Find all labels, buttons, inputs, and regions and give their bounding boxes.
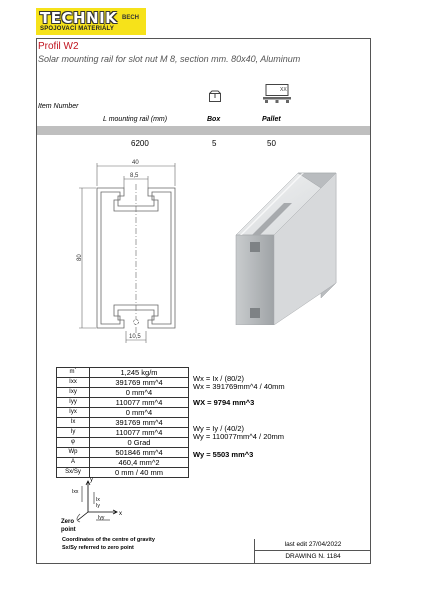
property-key: Ixy — [57, 388, 90, 398]
property-value: 460,4 mm^2 — [90, 458, 189, 468]
table-row — [57, 458, 189, 468]
box-icon — [208, 90, 222, 103]
length-value: 6200 — [131, 139, 149, 148]
page-subtitle: Solar mounting rail for slot nut M 8, section mm. 80x40, Aluminum — [38, 54, 301, 64]
page-title: Profil W2 — [38, 41, 79, 52]
profile-3d-image — [226, 165, 344, 325]
properties-table — [56, 367, 189, 478]
property-value: 501846 mm^4 — [90, 448, 189, 458]
dim-width: 40 — [132, 160, 139, 166]
table-row — [57, 418, 189, 428]
table-row — [57, 368, 189, 378]
company-logo — [36, 8, 146, 35]
property-value: 0 Grad — [90, 438, 189, 448]
property-value: 391769 mm^4 — [90, 378, 189, 388]
note-centre-of-gravity: Coordinates of the centre of gravity — [62, 537, 155, 543]
dim-height: 80 — [77, 254, 83, 261]
drawing-number: DRAWING N. 1184 — [285, 553, 341, 560]
wx-result: WX = 9794 mm^3 — [193, 398, 255, 407]
wx-formula-2: Wx = 391769mm^4 / 40mm — [193, 382, 285, 391]
axis-y-label: y — [90, 477, 93, 483]
label-iyy: Iyy — [98, 515, 105, 521]
pallet-label: Pallet — [262, 116, 281, 123]
axis-x-label: x — [119, 511, 122, 517]
property-value: 110077 mm^4 — [90, 428, 189, 438]
pallet-icon-text: XX — [280, 87, 287, 93]
table-row — [57, 428, 189, 438]
logo-tagline: SPOJOVACÍ MATERIÁLY — [40, 26, 115, 32]
table-row — [57, 388, 189, 398]
label-ix: Ix — [96, 497, 100, 503]
property-key: Iyx — [57, 408, 90, 418]
property-value: 0 mm / 40 mm — [90, 468, 189, 478]
property-value: 0 mm^4 — [90, 408, 189, 418]
footer-box — [254, 539, 371, 563]
length-label: L mounting rail (mm) — [103, 116, 168, 123]
box-value: 5 — [212, 139, 217, 148]
dim-bottom: 10,5 — [129, 334, 141, 340]
dim-slot: 8,5 — [130, 173, 139, 179]
logo-brand: TECHNIK — [40, 9, 118, 27]
pallet-value: 50 — [267, 139, 276, 148]
cross-section-drawing — [74, 156, 184, 346]
table-row — [57, 448, 189, 458]
point-label: point — [61, 527, 76, 533]
note-zero-point: Sx/Sy referred to zero point — [62, 545, 134, 551]
property-key: φ — [57, 438, 90, 448]
wy-result: Wy = 5503 mm^3 — [193, 450, 254, 459]
box-label: Box — [207, 116, 221, 123]
label-iy: Iy — [96, 503, 100, 509]
property-value: 110077 mm^4 — [90, 398, 189, 408]
logo-tiny: BECH — [122, 15, 140, 21]
property-key: Ixx — [57, 378, 90, 388]
header-bar — [37, 126, 370, 135]
property-key: Iyy — [57, 398, 90, 408]
property-value: 0 mm^4 — [90, 388, 189, 398]
item-number-label: Item Number — [38, 103, 79, 110]
last-edit: last edit 27/04/2022 — [255, 539, 371, 551]
table-row — [57, 378, 189, 388]
wx-formula-1: Wx = Ix / (80/2) — [193, 374, 245, 383]
property-key: A — [57, 458, 90, 468]
pallet-icon — [262, 83, 292, 105]
wy-formula-2: Wy = 110077mm^4 / 20mm — [193, 432, 285, 441]
zero-label: Zero — [61, 519, 75, 525]
table-row — [57, 398, 189, 408]
property-key: Iy — [57, 428, 90, 438]
property-value: 391769 mm^4 — [90, 418, 189, 428]
label-ixx: Ixx — [72, 489, 79, 495]
property-key: m` — [57, 368, 90, 378]
table-row — [57, 408, 189, 418]
property-key: Sx/Sy — [57, 468, 90, 478]
property-key: Wp — [57, 448, 90, 458]
axes-diagram — [60, 476, 130, 524]
property-key: Ix — [57, 418, 90, 428]
property-value: 1,245 kg/m — [90, 368, 189, 378]
table-row — [57, 438, 189, 448]
wy-formula-1: Wy = Iy / (40/2) — [193, 424, 244, 433]
